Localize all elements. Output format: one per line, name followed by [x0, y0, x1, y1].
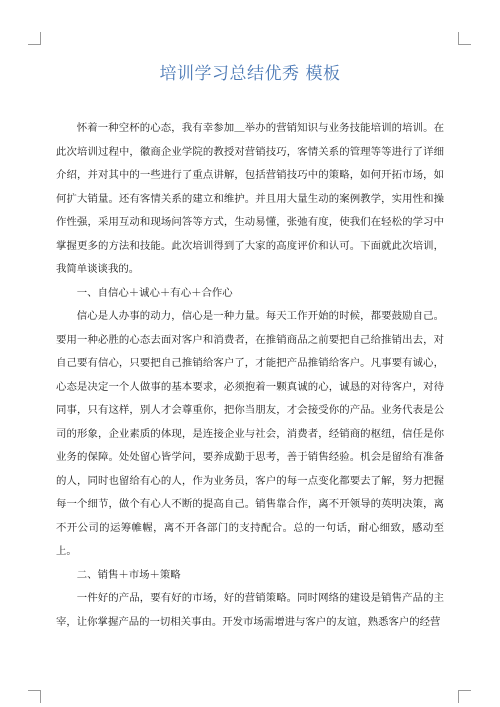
section-2-paragraph: 一件好的产品，要有好的市场，好的营销策略。同时网络的建设是销售产品的主宰，让你掌握产品的一切相关事由。开发市场需增进与客户的友谊，熟悉客户的经营	[56, 592, 444, 628]
intro-paragraph: 怀着一种空杯的心态，我有幸参加＿举办的营销知识与业务技能培训的培训。在此次培训过程中，徽商企业学院的教授对营销技巧，客情关系的管理等等进行了详细介绍，并对其中的一些进行了重点讲解，包括营销技巧中的策略，如何开拓市场，如何扩大销量。还有客情关系的建立和维护。并且用大量生动的案例教学，实用性和操作性强，采用互动和现场问答等方式，生动易懂，张弛有度，使我们在轻松的学习中掌握更多的方法和技能。此次培训得到了大家的高度评价和认可。下面就此次培训，我简单谈谈我的。	[56, 122, 444, 275]
section-heading-1: 一、自信心＋诚心＋有心＋合作心	[76, 286, 233, 299]
section-heading-2: 二、销售＋市场＋策略	[76, 568, 181, 581]
crop-mark-bottom-right	[458, 690, 471, 703]
crop-mark-bottom-left	[28, 690, 41, 703]
crop-mark-top-right	[458, 32, 471, 45]
crop-mark-top-left	[28, 32, 41, 45]
section-1-paragraph: 信心是人办事的动力，信心是一种力量。每天工作开始的时候，都要鼓励自己。要用一种必胜的心态去面对客户和消费者，在推销商品之前要把自己给推销出去，对自己要有信心，只要把自己推销给客户了，才能把产品推销给客户。凡事要有诚心，心态是决定一个人做事的基本要求，必须抱着一颗真诚的心，诚恳的对待客户，对待同事，只有这样，别人才会尊重你，把你当朋友，才会接受你的产品。业务代表是公司的形象，企业素质的体现，是连接企业与社会，消费者，经销商的枢纽，信任是你业务的保障。处处留心皆学问，要养成勤于思考，善于销售经验。机会是留给有准备的人，同时也留给有心的人，作为业务员，客户的每一点变化都要去了解，努力把握每一个细节，做个有心人不断的提高自己。销售靠合作，离不开领导的英明决策，离不开公司的运筹帷幄，离不开各部门的支持配合。总的一句话，耐心细致，感动至上。	[56, 310, 444, 557]
document-body	[56, 117, 444, 634]
document-title: 培训学习总结优秀 模板	[159, 64, 341, 84]
